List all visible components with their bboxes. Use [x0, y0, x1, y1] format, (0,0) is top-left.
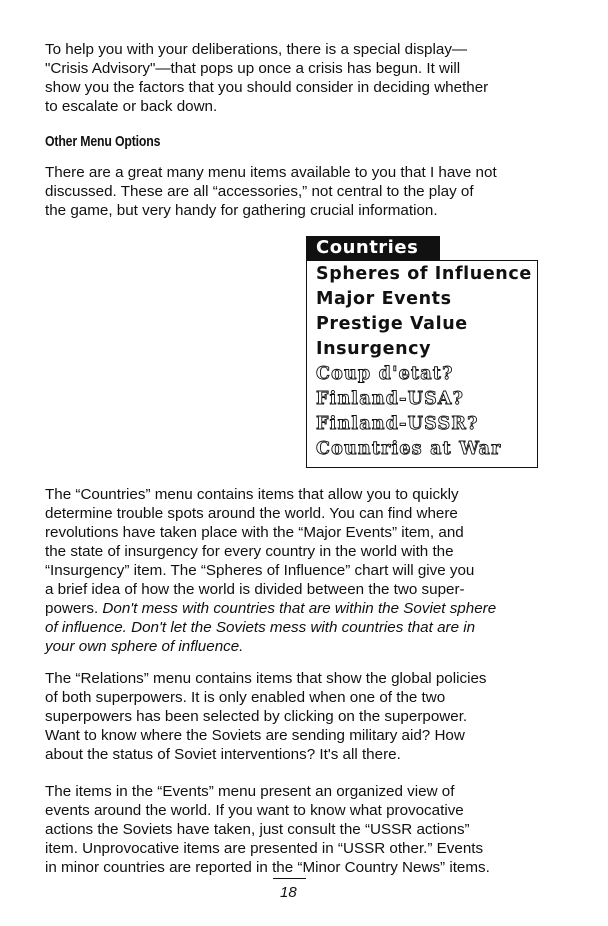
countries-line: The “Countries” menu contains items that allow you to quickly: [45, 486, 459, 503]
menu-item-prestige-value: Prestige Value: [316, 314, 468, 334]
intro-line: To help you with your deliberations, there is a special display—: [45, 41, 468, 58]
menu-item-major-events: Major Events: [316, 289, 452, 309]
menu-item-coup-detat: Coup d'etat?: [316, 364, 454, 384]
menu-intro-line: discussed. These are all “accessories,” not central to the play of: [45, 183, 474, 200]
events-line: The items in the “Events” menu present an organized view of: [45, 783, 455, 800]
relations-line: about the status of Soviet interventions? It's all there.: [45, 746, 401, 763]
menu-dropdown: [306, 260, 538, 468]
menu-item-finland-ussr: Finland-USSR?: [316, 414, 479, 434]
menu-item-finland-usa: Finland-USA?: [316, 389, 465, 409]
countries-line: the state of insurgency for every country in the world with the: [45, 543, 454, 560]
menu-intro-line: There are a great many menu items available to you that I have not: [45, 164, 497, 181]
menu-item-insurgency: Insurgency: [316, 339, 432, 359]
events-line: actions the Soviets have taken, just consult the “USSR actions”: [45, 821, 470, 838]
events-paragraph: [45, 782, 565, 877]
intro-line: show you the factors that you should consider in deciding whether: [45, 79, 489, 96]
menu-item-spheres-of-influence: Spheres of Influence: [316, 264, 532, 284]
relations-line: The “Relations” menu contains items that show the global policies: [45, 670, 487, 687]
menu-item-countries-at-war: Countries at War: [316, 439, 502, 459]
countries-line: powers.: [45, 600, 103, 617]
events-line: events around the world. If you want to know what provocative: [45, 802, 464, 819]
intro-line: "Crisis Advisory"—that pops up once a crisis has begun. It will: [45, 60, 461, 77]
page-number: 18: [280, 884, 297, 901]
countries-emphasis: your own sphere of influence.: [45, 638, 244, 655]
countries-line: determine trouble spots around the world. You can find where: [45, 505, 458, 522]
countries-paragraph: [45, 485, 565, 656]
page-number-rule: [273, 878, 306, 879]
countries-emphasis: Don't mess with countries that are within the Soviet sphere: [102, 600, 497, 617]
events-line: in minor countries are reported in the “Minor Country News” items.: [45, 859, 490, 876]
countries-emphasis: of influence. Don't let the Soviets mess with countries that are in: [45, 619, 476, 636]
intro-line: to escalate or back down.: [45, 98, 218, 115]
countries-line: “Insurgency” item. The “Spheres of Influence” chart will give you: [45, 562, 475, 579]
menu-intro-line: the game, but very handy for gathering crucial information.: [45, 202, 438, 219]
relations-line: Want to know where the Soviets are sending military aid? How: [45, 727, 465, 744]
relations-paragraph: [45, 669, 565, 764]
events-line: item. Unprovocative items are presented in “USSR other.” Events: [45, 840, 484, 857]
countries-line: a brief idea of how the world is divided between the two super-: [45, 581, 465, 598]
intro-paragraph: [45, 40, 565, 116]
relations-line: superpowers has been selected by clicking on the superpower.: [45, 708, 468, 725]
menu-title: Countries: [306, 236, 440, 260]
countries-line: revolutions have taken place with the “Major Events” item, and: [45, 524, 464, 541]
relations-line: of both superpowers. It is only enabled when one of the two: [45, 689, 446, 706]
menu-intro-paragraph: [45, 163, 565, 220]
section-heading: Other Menu Options: [45, 133, 161, 150]
